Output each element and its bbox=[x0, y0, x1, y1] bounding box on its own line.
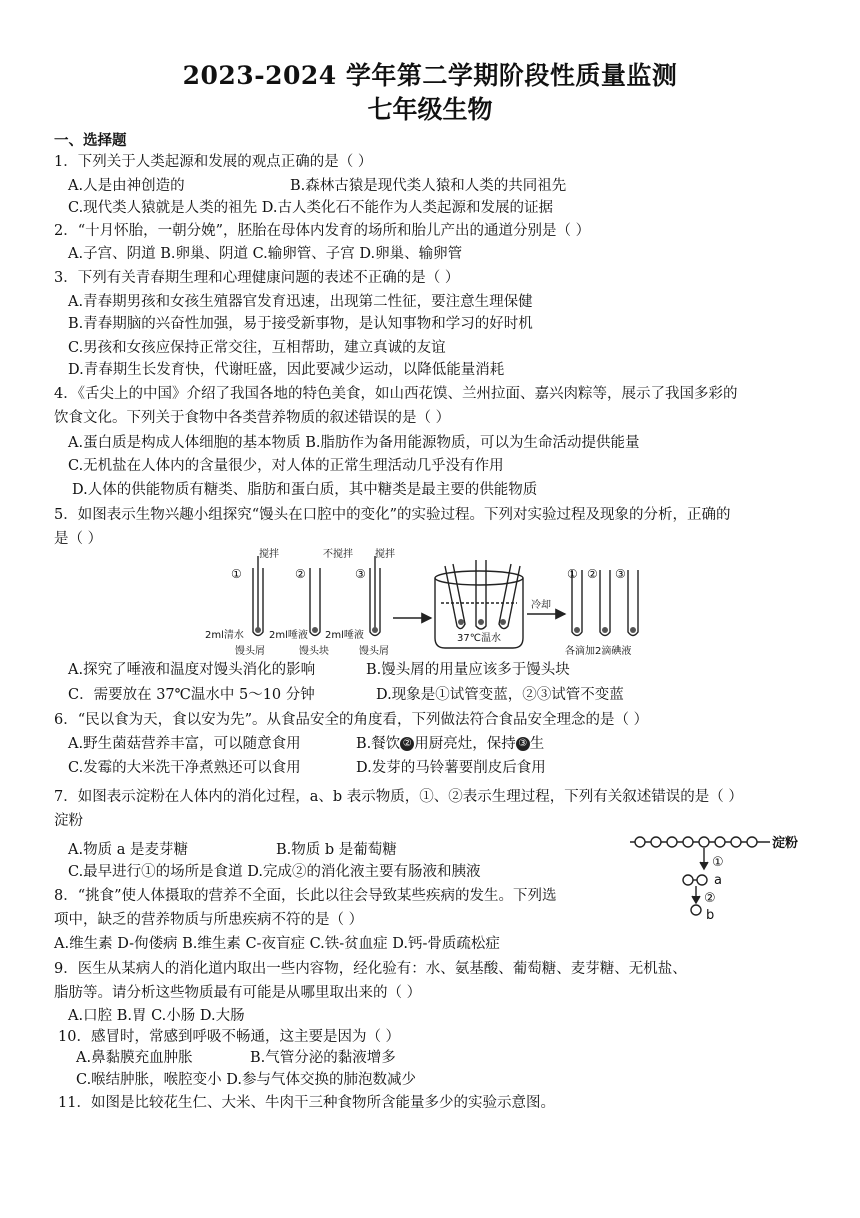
q5-option-d: D.现象是①试管变蓝，②③试管不变蓝 bbox=[376, 687, 624, 703]
fig-final-tube-1: ① bbox=[567, 567, 578, 581]
q8-stem-1: 8．“挑食”使人体摄取的营养不全面，长此以往会导致某些疾病的发生。下列选 bbox=[54, 888, 557, 904]
q10-options-cd: C.喉结肿胀，喉腔变小 D.参与气体交换的肺泡数减少 bbox=[76, 1072, 417, 1088]
q1-option-a: A.人是由神创造的 bbox=[68, 178, 185, 194]
fig-final-tube-3: ③ bbox=[615, 567, 626, 581]
fig-tube-2: ② bbox=[295, 567, 306, 581]
section-heading: 一、选择题 bbox=[54, 132, 127, 149]
q5-option-c: C．需要放在 37℃温水中 5～10 分钟 bbox=[68, 687, 315, 703]
q9-options: A.口腔 B.胃 C.小肠 D.大肠 bbox=[68, 1008, 245, 1024]
fig-crumb-3: 馒头屑 bbox=[359, 646, 389, 657]
q3-option-d: D.青春期生长发育快，代谢旺盛，因此要减少运动，以降低能量消耗 bbox=[68, 362, 505, 378]
q1-option-b: B.森林古猿是现代类人猿和人类的共同祖先 bbox=[290, 178, 567, 194]
fig-product-b: b bbox=[706, 908, 715, 923]
fig-product-a: a bbox=[714, 873, 722, 888]
q3-option-a: A.青春期男孩和女孩生殖器官发育迅速，出现第二性征，要注意生理保健 bbox=[68, 294, 533, 310]
q5-experiment-figure bbox=[195, 548, 665, 658]
q6-option-b-marker-3: ③ bbox=[516, 737, 530, 751]
fig-nostir: 不搅拌 bbox=[323, 549, 353, 560]
q7-option-a: A.物质 a 是麦芽糖 bbox=[68, 842, 188, 858]
q7-option-b: B.物质 b 是葡萄糖 bbox=[276, 842, 397, 858]
q6-option-b-mid: 用厨亮灶，保持 bbox=[414, 736, 516, 752]
fig-block: 馒头块 bbox=[299, 646, 329, 657]
fig-tube-3: ③ bbox=[355, 567, 366, 581]
q5-option-b: B.馒头屑的用量应该多于馒头块 bbox=[366, 662, 570, 678]
fig-saliva-2: 2ml唾液 bbox=[269, 630, 308, 641]
q5-option-a: A.探究了唾液和温度对馒头消化的影响 bbox=[68, 662, 316, 678]
fig-stir-1: 搅拌 bbox=[259, 549, 279, 560]
fig-water: 2ml清水 bbox=[205, 630, 244, 641]
q6-option-a: A.野生菌菇营养丰富，可以随意食用 bbox=[68, 736, 301, 752]
q6-option-b-marker-2: ② bbox=[400, 737, 414, 751]
fig-bath-label: 37℃温水 bbox=[457, 633, 501, 644]
q6-option-c: C.发霉的大米洗干净煮熟还可以食用 bbox=[68, 760, 301, 776]
q10-stem: 10．感冒时，常感到呼吸不畅通，这主要是因为（ ） bbox=[58, 1029, 401, 1045]
fig-final-tube-2: ② bbox=[587, 567, 598, 581]
q9-stem-2: 脂肪等。请分析这些物质最有可能是从哪里取出来的（ ） bbox=[54, 985, 422, 1001]
q2-stem: 2．“十月怀胎，一朝分娩”，胚胎在母体内发育的场所和胎儿产出的通道分别是（ ） bbox=[54, 223, 591, 239]
page-subtitle: 七年级生物 bbox=[367, 95, 493, 124]
q11-stem: 11．如图是比较花生仁、大米、牛肉干三种食物所含能量多少的实验示意图。 bbox=[58, 1095, 555, 1111]
q8-stem-2: 项中，缺乏的营养物质与所患疾病不符的是（ ） bbox=[54, 912, 364, 928]
q8-options: A.维生素 D-佝偻病 B.维生素 C-夜盲症 C.铁-贫血症 D.钙-骨质疏松症 bbox=[54, 936, 500, 952]
q7-starch-digestion-figure bbox=[626, 828, 816, 924]
q9-stem-1: 9．医生从某病人的消化道内取出一些内容物，经化验有：水、氨基酸、葡萄糖、麦芽糖、无机盐、 bbox=[54, 961, 687, 977]
q4-stem-1: 4．《舌尖上的中国》介绍了我国各地的特色美食，如山西花馍、兰州拉面、嘉兴肉粽等，展示了我国多彩的 bbox=[54, 386, 738, 402]
q7-stem: 7．如图表示淀粉在人体内的消化过程，a、b 表示物质，①、②表示生理过程，下列有关叙述错误的是（ ） bbox=[54, 789, 743, 805]
q6-option-b-post: 生 bbox=[529, 736, 545, 752]
q1-options-cd: C.现代类人猿就是人类的祖先 D.古人类化石不能作为人类起源和发展的证据 bbox=[68, 200, 554, 216]
q6-option-d: D.发芽的马铃薯要削皮后食用 bbox=[356, 760, 546, 776]
q4-option-c: C.无机盐在人体内的含量很少，对人体的正常生理活动几乎没有作用 bbox=[68, 458, 504, 474]
fig-tube-1: ① bbox=[231, 567, 242, 581]
q6-option-b-pre: B.餐饮 bbox=[356, 736, 401, 752]
q6-stem: 6．“民以食为天，食以安为先”。从食品安全的角度看，下列做法符合食品安全理念的是（ ） bbox=[54, 712, 649, 728]
q3-stem: 3．下列有关青春期生理和心理健康问题的表述不正确的是（ ） bbox=[54, 270, 460, 286]
q5-stem-2: 是（ ） bbox=[54, 531, 103, 547]
q3-option-c: C.男孩和女孩应保持正常交往，互相帮助，建立真诚的友谊 bbox=[68, 340, 446, 356]
q7-stem-2: 淀粉 bbox=[54, 813, 83, 829]
fig-process-1: ① bbox=[712, 855, 724, 870]
q2-options: A.子宫、阴道 B.卵巢、阴道 C.输卵管、子宫 D.卵巢、输卵管 bbox=[68, 246, 463, 262]
fig-cool-label: 冷却 bbox=[531, 600, 551, 611]
page-title: 2023-2024 学年第二学期阶段性质量监测 bbox=[182, 61, 678, 90]
fig-crumb-1: 馒头屑 bbox=[235, 646, 265, 657]
q10-option-a: A.鼻黏膜充血肿胀 bbox=[76, 1050, 193, 1066]
q4-options-ab: A.蛋白质是构成人体细胞的基本物质 B.脂肪作为备用能源物质，可以为生命活动提供能量 bbox=[68, 435, 640, 451]
q4-stem-2: 饮食文化。下列关于食物中各类营养物质的叙述错误的是（ ） bbox=[54, 410, 451, 426]
fig-saliva-3: 2ml唾液 bbox=[325, 630, 364, 641]
q5-stem-1: 5．如图表示生物兴趣小组探究“馒头在口腔中的变化”的实验过程。下列对实验过程及现象的分析，正确的 bbox=[54, 507, 731, 523]
q7-options-cd: C.最早进行①的场所是食道 D.完成②的消化液主要有肠液和胰液 bbox=[68, 864, 481, 880]
q1-stem: 1．下列关于人类起源和发展的观点正确的是（ ） bbox=[54, 154, 373, 170]
fig-iodine-label: 各滴加2滴碘液 bbox=[565, 646, 632, 657]
q6-option-b bbox=[356, 734, 544, 754]
q3-option-b: B.青春期脑的兴奋性加强，易于接受新事物，是认知事物和学习的好时机 bbox=[68, 316, 533, 332]
fig-process-2: ② bbox=[704, 891, 716, 906]
fig-stir-3: 搅拌 bbox=[375, 549, 395, 560]
q4-option-d: D.人体的供能物质有糖类、脂肪和蛋白质，其中糖类是最主要的供能物质 bbox=[72, 482, 538, 498]
fig-starch-label: 淀粉 bbox=[772, 836, 799, 851]
q10-option-b: B.气管分泌的黏液增多 bbox=[250, 1050, 396, 1066]
